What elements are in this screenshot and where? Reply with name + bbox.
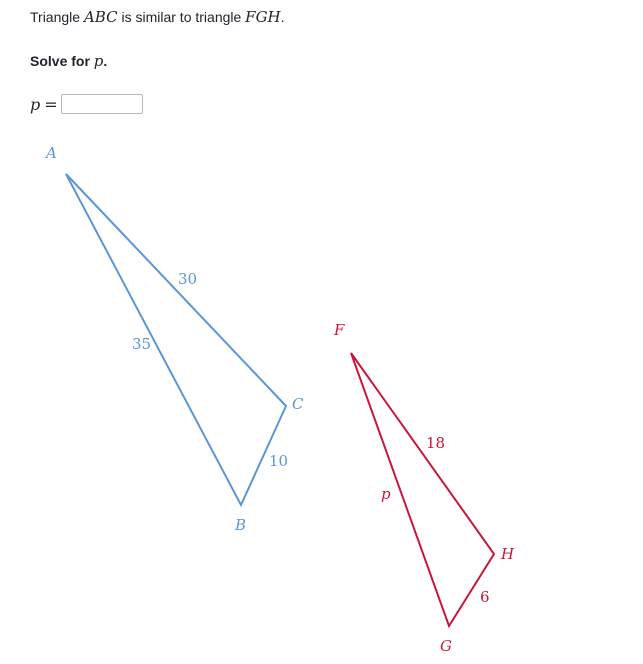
instruction-variable: p	[93, 52, 104, 70]
vertex-f-label: F	[334, 321, 345, 339]
triangle-abc	[66, 174, 289, 505]
vertex-h-label: H	[501, 545, 515, 563]
instruction-suffix: .	[103, 53, 108, 69]
vertex-c-label: C	[292, 395, 304, 413]
vertex-g-label: G	[440, 637, 452, 655]
triangle-fgh-name: FGH	[245, 8, 281, 26]
side-fh-label: 18	[426, 434, 446, 452]
triangle-abc-name: ABC	[83, 8, 118, 26]
answer-label: p	[30, 94, 41, 114]
answer-equals: =	[44, 94, 58, 114]
triangle-fgh	[351, 353, 494, 626]
side-bc-label: 10	[269, 452, 289, 470]
prompt-prefix: Triangle	[30, 9, 84, 25]
side-ac-label: 30	[178, 270, 198, 288]
prompt-suffix: .	[280, 9, 285, 25]
instruction-prefix: Solve for	[30, 53, 94, 69]
side-ab-label: 35	[132, 335, 152, 353]
vertex-a-label: A	[46, 144, 57, 162]
side-gh-label: 6	[480, 588, 490, 606]
prompt-middle: is similar to triangle	[117, 9, 246, 25]
side-fg-label: p	[381, 485, 391, 503]
vertex-b-label: B	[235, 516, 247, 534]
